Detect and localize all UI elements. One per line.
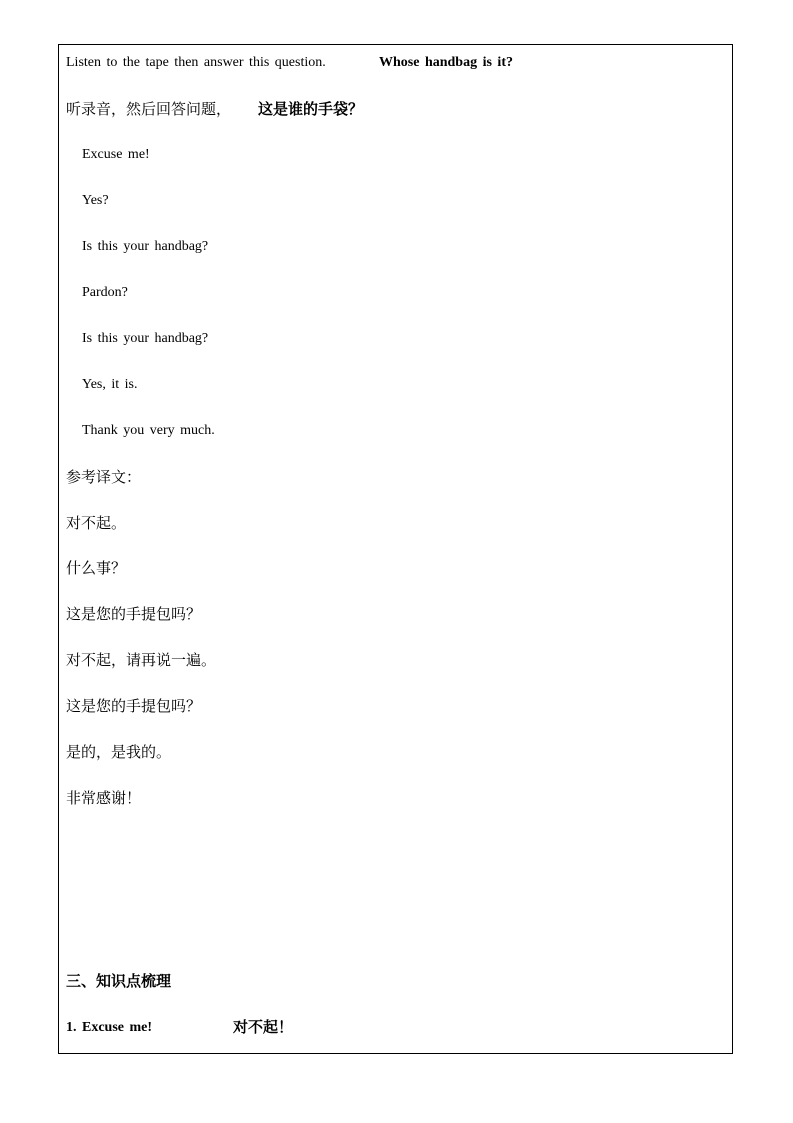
dialogue-line: Is this your handbag? xyxy=(82,239,209,254)
dialogue-line: Pardon? xyxy=(82,285,128,300)
translation-line: 是的，是我的。 xyxy=(66,743,172,761)
question-en: Whose handbag is it? xyxy=(379,55,513,70)
translation-heading: 参考译文： xyxy=(66,468,142,486)
dialogue-line: Excuse me! xyxy=(82,147,150,162)
section-title: 三、知识点梳理 xyxy=(66,972,172,990)
translation-line: 非常感谢！ xyxy=(66,789,142,807)
translation-line: 什么事？ xyxy=(66,559,127,577)
dialogue-line: Thank you very much. xyxy=(82,423,215,438)
dialogue-line: Yes, it is. xyxy=(82,377,138,392)
point-1-cn: 对不起！ xyxy=(233,1018,294,1036)
translation-line: 对不起。 xyxy=(66,514,127,532)
question-cn: 这是谁的手袋？ xyxy=(258,100,364,118)
dialogue-line: Yes? xyxy=(82,193,109,208)
dialogue-line: Is this your handbag? xyxy=(82,331,209,346)
document-frame xyxy=(58,44,733,1054)
translation-line: 对不起，请再说一遍。 xyxy=(66,651,217,669)
listening-instruction-en: Listen to the tape then answer this question. xyxy=(66,55,326,70)
listening-instruction-cn: 听录音，然后回答问题， xyxy=(66,100,232,118)
point-1-en: 1. Excuse me! xyxy=(66,1020,153,1035)
translation-line: 这是您的手提包吗？ xyxy=(66,697,202,715)
translation-line: 这是您的手提包吗？ xyxy=(66,605,202,623)
